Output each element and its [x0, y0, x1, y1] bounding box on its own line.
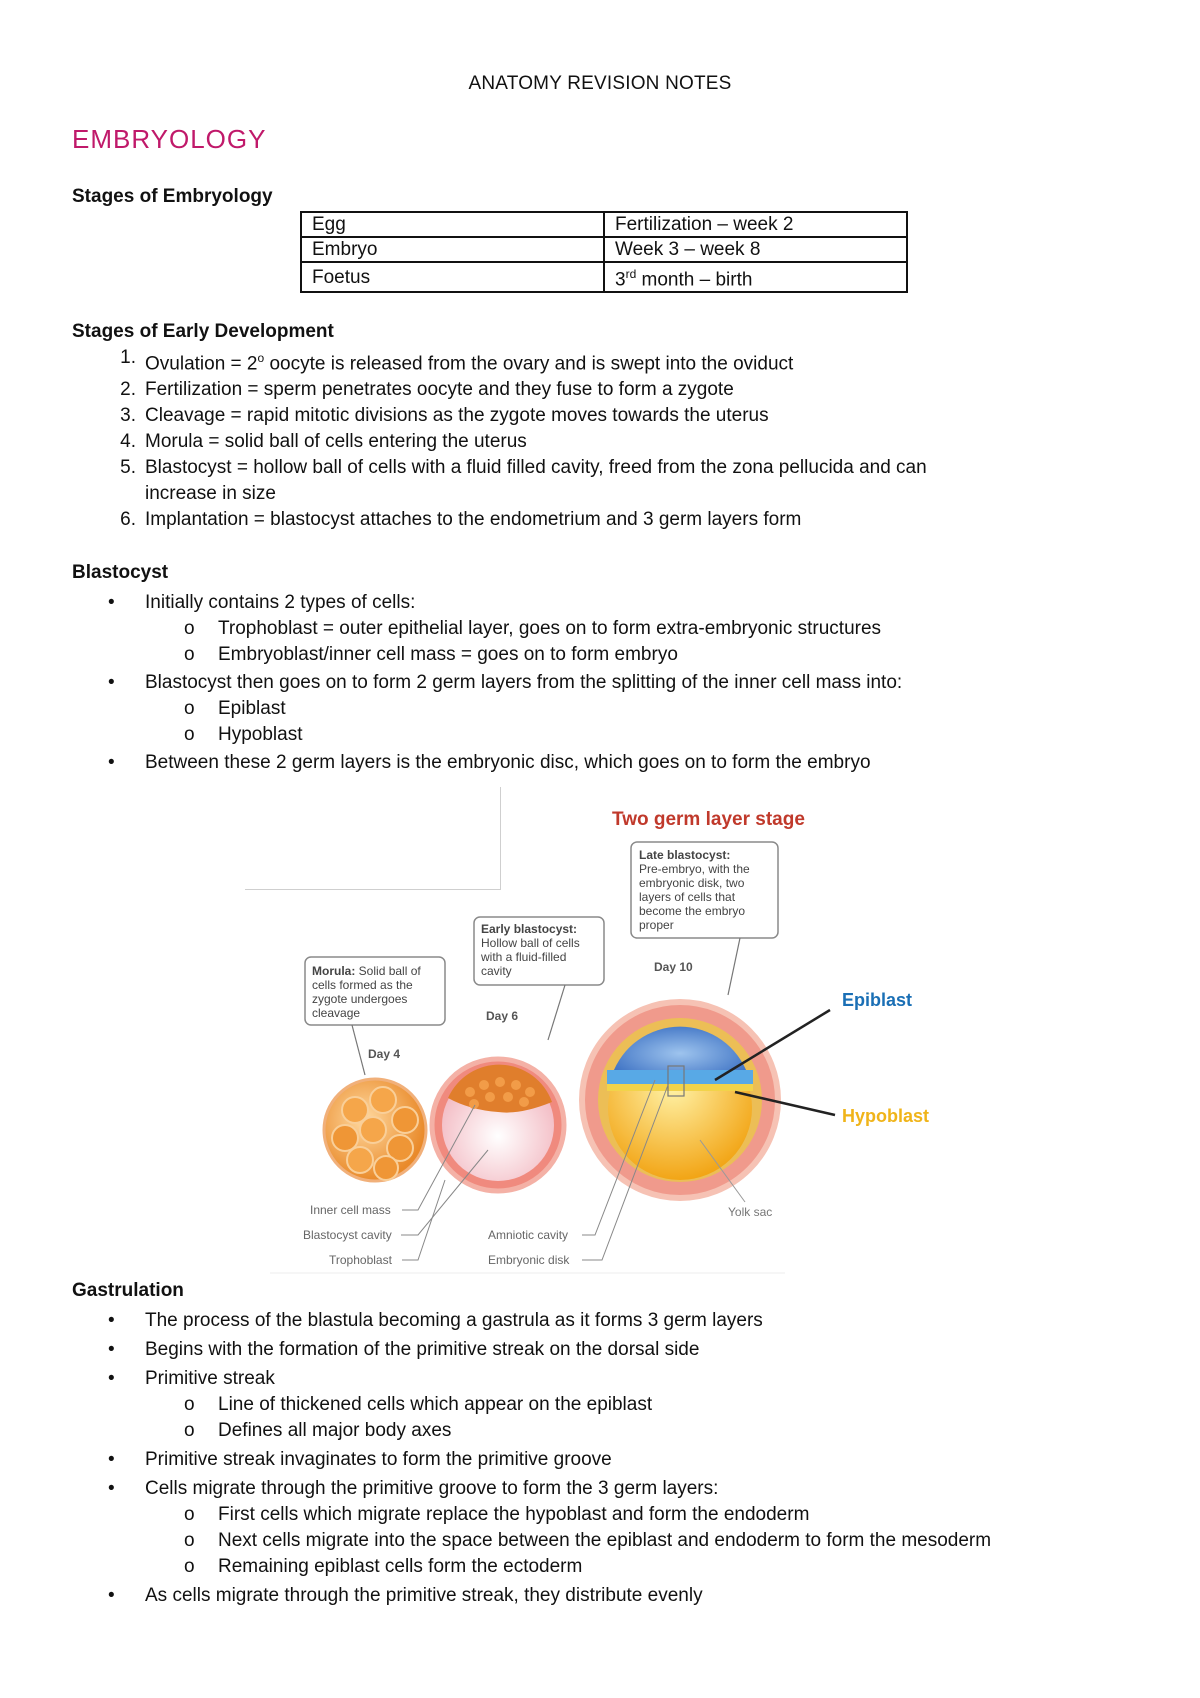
callout-leader	[728, 938, 740, 995]
list-text: Between these 2 germ layers is the embryonic disc, which goes on to form the embryo	[145, 752, 871, 773]
epiblast-label: Epiblast	[842, 990, 913, 1010]
sub-bullet-icon: o	[184, 698, 195, 719]
callout-leader	[352, 1025, 365, 1075]
table-cell: Foetus	[301, 262, 604, 292]
sub-list-item	[0, 1392, 1200, 1418]
day4-label: Day 4	[368, 1047, 401, 1061]
table-cell: Fertilization – week 2	[604, 212, 907, 237]
bullet-icon: •	[108, 592, 115, 613]
sub-list-item	[0, 1502, 1200, 1528]
inner-cell-mass-label: Inner cell mass	[310, 1203, 391, 1217]
table-cell: Embryo	[301, 237, 604, 262]
callout-leader	[548, 985, 565, 1040]
list-text: Primitive streak	[145, 1368, 275, 1389]
bullet-icon: •	[108, 1339, 115, 1360]
sub-bullet-icon: o	[184, 644, 195, 665]
sub-bullet-icon: o	[184, 1556, 195, 1577]
list-item	[0, 1308, 1200, 1334]
list-text: Begins with the formation of the primitive streak on the dorsal side	[145, 1339, 700, 1360]
list-text: Hypoblast	[218, 724, 303, 745]
day6-label: Day 6	[486, 1009, 519, 1023]
list-text: Implantation = blastocyst attaches to the endometrium and 3 germ layers form	[145, 509, 802, 531]
bullet-icon: •	[108, 672, 115, 693]
list-text: Trophoblast = outer epithelial layer, goes on to form extra-embryonic structures	[218, 618, 882, 639]
morula-drawing	[324, 1079, 426, 1181]
sub-list-item	[0, 1418, 1200, 1444]
list-number: 4.	[120, 431, 136, 453]
sub-bullet-icon: o	[184, 1504, 195, 1525]
page-title: ANATOMY REVISION NOTES	[468, 73, 732, 94]
list-text: As cells migrate through the primitive streak, they distribute evenly	[145, 1585, 703, 1606]
period-text: 3	[615, 269, 626, 291]
sub-bullet-icon: o	[184, 1420, 195, 1441]
list-text: Next cells migrate into the space between the epiblast and endoderm to form the mesoderm	[218, 1530, 992, 1551]
early-blastocyst-label: Early blastocyst: Hollow ball of cells with a fluid-filled cavity	[481, 922, 580, 978]
list-text: oocyte is released from the ovary and is swept into the oviduct	[264, 353, 794, 375]
list-text: Fertilization = sperm penetrates oocyte and they fuse to form a zygote	[145, 379, 734, 401]
bullet-icon: •	[108, 752, 115, 773]
list-text: Remaining epiblast cells form the ectoderm	[218, 1556, 583, 1577]
list-number: 1.	[120, 347, 136, 368]
list-item	[0, 1366, 1200, 1392]
list-number: 5.	[120, 457, 136, 479]
list-item-continuation: increase in size	[145, 483, 276, 505]
list-text: Cleavage = rapid mitotic divisions as the zygote moves towards the uterus	[145, 405, 769, 427]
sub-list-item	[0, 1554, 1200, 1580]
superscript: rd	[625, 267, 637, 281]
bullet-icon: •	[108, 1478, 115, 1499]
stages-heading: Stages of Embryology	[72, 186, 273, 207]
list-text: The process of the blastula becoming a gastrula as it forms 3 germ layers	[145, 1310, 763, 1331]
list-text: Blastocyst = hollow ball of cells with a fluid filled cavity, freed from the zona pellucida and can	[145, 457, 927, 479]
list-text: Line of thickened cells which appear on the epiblast	[218, 1394, 653, 1415]
sub-bullet-icon: o	[184, 618, 195, 639]
list-text: Morula = solid ball of cells entering the uterus	[145, 431, 527, 453]
table-cell: Egg	[301, 212, 604, 237]
blastocyst-heading: Blastocyst	[72, 562, 169, 583]
amniotic-cavity-label: Amniotic cavity	[488, 1228, 569, 1242]
list-number: 6.	[120, 509, 136, 531]
early-development-heading: Stages of Early Development	[72, 321, 334, 342]
list-number: 3.	[120, 405, 136, 427]
embryonic-disk-label: Embryonic disk	[488, 1253, 570, 1267]
bullet-icon: •	[108, 1449, 115, 1470]
list-item	[0, 1447, 1200, 1473]
bullet-icon: •	[108, 1585, 115, 1606]
list-item	[0, 1337, 1200, 1363]
list-item	[0, 1476, 1200, 1502]
list-text: Cells migrate through the primitive groove to form the 3 germ layers:	[145, 1478, 719, 1499]
hypoblast-label: Hypoblast	[842, 1106, 930, 1126]
list-text: Defines all major body axes	[218, 1420, 452, 1441]
section-title: EMBRYOLOGY	[72, 124, 267, 154]
trophoblast-label: Trophoblast	[329, 1253, 392, 1267]
gastrulation-heading: Gastrulation	[72, 1280, 184, 1301]
blastocyst-cavity-label: Blastocyst cavity	[303, 1228, 392, 1242]
day10-label: Day 10	[654, 960, 693, 974]
leader-line	[402, 1180, 445, 1260]
yolk-sac-label: Yolk sac	[728, 1205, 773, 1219]
period-text: month – birth	[636, 269, 753, 291]
list-number: 2.	[120, 379, 136, 401]
sub-bullet-icon: o	[184, 1394, 195, 1415]
list-text: First cells which migrate replace the hypoblast and form the endoderm	[218, 1504, 810, 1525]
sub-list-item	[0, 1528, 1200, 1554]
figure-title: Two germ layer stage	[612, 809, 805, 830]
sub-bullet-icon: o	[184, 1530, 195, 1551]
early-blastocyst-drawing	[432, 1059, 564, 1191]
list-text: Ovulation = 2	[145, 353, 258, 375]
morula-label: Morula: Solid ball of cells formed as the zygote undergoes cleavage	[312, 964, 421, 1020]
list-text: Epiblast	[218, 698, 286, 719]
bullet-icon: •	[108, 1368, 115, 1389]
late-blastocyst-drawing	[582, 1002, 778, 1198]
list-text: Primitive streak invaginates to form the primitive groove	[145, 1449, 612, 1470]
late-blastocyst-label: Late blastocyst: Pre-embryo, with the embryonic disk, two layers of cells that become the embryo proper	[639, 848, 750, 932]
list-text: Initially contains 2 types of cells:	[145, 592, 416, 613]
gastrulation-list	[0, 1308, 1200, 1609]
superscript: o	[257, 351, 265, 365]
list-text: Blastocyst then goes on to form 2 germ layers from the splitting of the inner cell mass into:	[145, 672, 903, 693]
table-cell: Week 3 – week 8	[604, 237, 907, 262]
bullet-icon: •	[108, 1310, 115, 1331]
list-text: Embryoblast/inner cell mass = goes on to form embryo	[218, 644, 678, 665]
list-item	[0, 1583, 1200, 1609]
sub-bullet-icon: o	[184, 724, 195, 745]
